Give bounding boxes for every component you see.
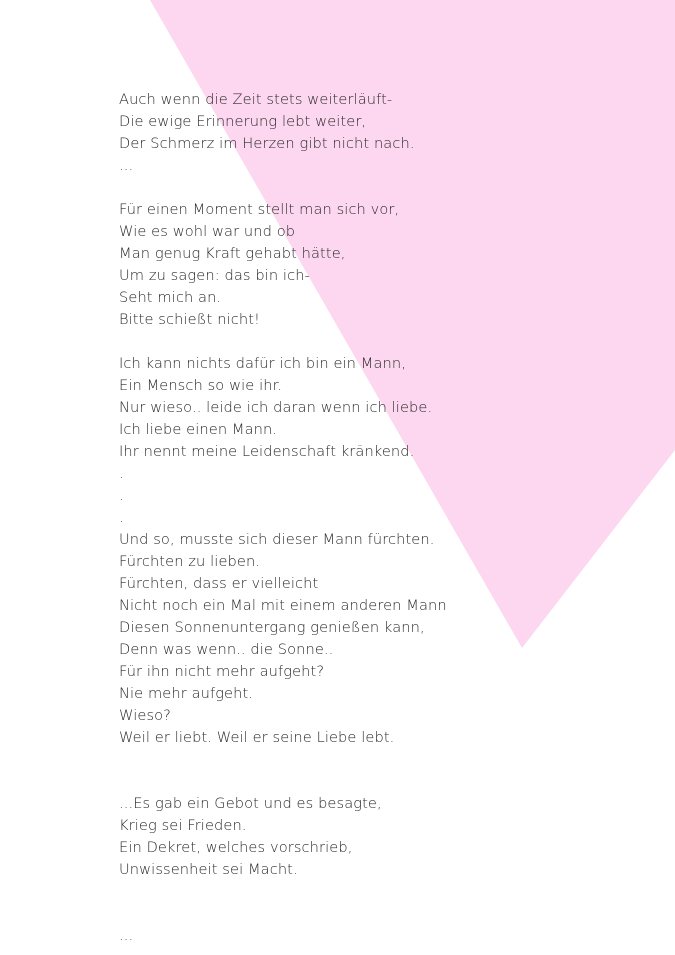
poem-line: Diesen Sonnenuntergang genießen kann,	[119, 619, 425, 636]
poem-line: Denn was wenn.. die Sonne..	[119, 641, 334, 658]
poem-line: .	[119, 465, 124, 482]
poem-line: Nie mehr aufgeht.	[119, 685, 254, 702]
poem-line: Auch wenn die Zeit stets weiterläuft-	[119, 91, 393, 108]
poem-line: Fürchten zu lieben.	[119, 553, 261, 570]
poem-line: .	[119, 509, 124, 526]
poem-line: Ich liebe einen Mann.	[119, 421, 278, 438]
poem-line: Nicht noch ein Mal mit einem anderen Mann	[119, 597, 447, 614]
poem-line: Man genug Kraft gehabt hätte,	[119, 245, 346, 262]
poem-line: Und so, musste sich dieser Mann fürchten.	[119, 531, 435, 548]
poem-line: ...Es gab ein Gebot und es besagte,	[119, 795, 382, 812]
poem-line: Wieso?	[119, 707, 172, 724]
poem-line: Um zu sagen: das bin ich-	[119, 267, 310, 284]
poem-line: .	[119, 487, 124, 504]
poem-line: Nur wieso.. leide ich daran wenn ich liebe.	[119, 399, 433, 416]
poem-line: Für ihn nicht mehr aufgeht?	[119, 663, 325, 680]
poem-line: Fürchten, dass er vielleicht	[119, 575, 319, 592]
poem-line: Ich kann nichts dafür ich bin ein Mann,	[119, 355, 406, 372]
poem-line: Ein Dekret, welches vorschrieb,	[119, 839, 353, 856]
poem-line: Krieg sei Frieden.	[119, 817, 247, 834]
stanza-gap	[119, 177, 639, 199]
poem-line: Unwissenheit sei Macht.	[119, 861, 298, 878]
stanza-gap	[119, 749, 639, 793]
poem-line: Wie es wohl war und ob	[119, 223, 296, 240]
poem-line: Die ewige Erinnerung lebt weiter,	[119, 113, 367, 130]
poem-line: Der Schmerz im Herzen gibt nicht nach.	[119, 135, 415, 152]
poem-line: Seht mich an.	[119, 289, 222, 306]
poem-line: ...	[119, 927, 134, 944]
poem-line: Bitte schießt nicht!	[119, 311, 260, 328]
stanza-gap	[119, 331, 639, 353]
poem-line: Ihr nennt meine Leidenschaft kränkend.	[119, 443, 415, 460]
poem-line: Für einen Moment stellt man sich vor,	[119, 201, 400, 218]
poem-text	[119, 89, 639, 947]
poem-line: ...	[119, 157, 134, 174]
stanza-gap	[119, 881, 639, 925]
poem-line: Weil er liebt. Weil er seine Liebe lebt.	[119, 729, 395, 746]
poem-line: Ein Mensch so wie ihr.	[119, 377, 283, 394]
